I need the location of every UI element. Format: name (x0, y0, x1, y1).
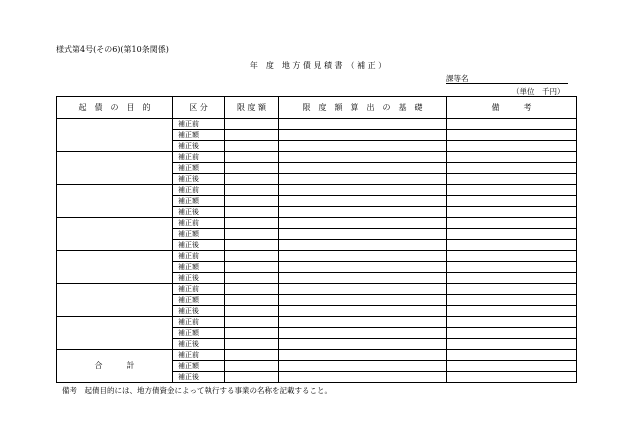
calculation-basis-cell[interactable] (279, 229, 447, 240)
limit-amount-cell[interactable] (225, 174, 279, 185)
limit-amount-cell[interactable] (225, 295, 279, 306)
limit-amount-cell[interactable] (225, 207, 279, 218)
category-cell: 補正前 (173, 350, 225, 361)
limit-amount-cell[interactable] (225, 119, 279, 130)
table-row (57, 152, 577, 163)
limit-amount-cell[interactable] (225, 339, 279, 350)
category-cell: 補正前 (173, 152, 225, 163)
calculation-basis-cell[interactable] (279, 317, 447, 328)
calculation-basis-cell[interactable] (279, 207, 447, 218)
table-row (57, 251, 577, 262)
table-row (57, 218, 577, 229)
remarks-cell[interactable] (447, 152, 577, 163)
category-cell: 補正前 (173, 218, 225, 229)
category-cell: 補正額 (173, 163, 225, 174)
remarks-cell[interactable] (447, 240, 577, 251)
calculation-basis-cell[interactable] (279, 152, 447, 163)
category-cell: 補正前 (173, 185, 225, 196)
calculation-basis-cell[interactable] (279, 218, 447, 229)
calculation-basis-cell[interactable] (279, 295, 447, 306)
purpose-cell[interactable] (57, 317, 173, 350)
calculation-basis-cell[interactable] (279, 185, 447, 196)
category-cell: 補正前 (173, 119, 225, 130)
footnote: 備考 起債目的には、地方債資金によって執行する事業の名称を記載すること。 (62, 386, 332, 395)
purpose-cell[interactable] (57, 218, 173, 251)
category-cell: 補正後 (173, 339, 225, 350)
remarks-cell[interactable] (447, 306, 577, 317)
remarks-cell[interactable] (447, 196, 577, 207)
purpose-cell[interactable] (57, 284, 173, 317)
calculation-basis-cell[interactable] (279, 372, 447, 383)
calculation-basis-cell[interactable] (279, 328, 447, 339)
table-row (57, 317, 577, 328)
limit-amount-cell[interactable] (225, 306, 279, 317)
remarks-cell[interactable] (447, 273, 577, 284)
limit-amount-cell[interactable] (225, 350, 279, 361)
calculation-basis-cell[interactable] (279, 284, 447, 295)
calculation-basis-cell[interactable] (279, 163, 447, 174)
limit-amount-cell[interactable] (225, 130, 279, 141)
calculation-basis-cell[interactable] (279, 350, 447, 361)
limit-amount-cell[interactable] (225, 152, 279, 163)
remarks-cell[interactable] (447, 284, 577, 295)
category-cell: 補正後 (173, 240, 225, 251)
remarks-cell[interactable] (447, 350, 577, 361)
category-cell: 補正後 (173, 174, 225, 185)
category-cell: 補正額 (173, 328, 225, 339)
calculation-basis-cell[interactable] (279, 361, 447, 372)
limit-amount-cell[interactable] (225, 185, 279, 196)
category-cell: 補正額 (173, 295, 225, 306)
limit-amount-cell[interactable] (225, 251, 279, 262)
table-row (57, 119, 577, 130)
category-cell: 補正額 (173, 130, 225, 141)
remarks-cell[interactable] (447, 372, 577, 383)
remarks-cell[interactable] (447, 229, 577, 240)
header-row (57, 97, 577, 119)
limit-amount-cell[interactable] (225, 273, 279, 284)
table-row (57, 284, 577, 295)
remarks-cell[interactable] (447, 141, 577, 152)
unit-label: （単位 千円） (512, 87, 565, 96)
category-cell: 補正額 (173, 262, 225, 273)
limit-amount-cell[interactable] (225, 262, 279, 273)
remarks-cell[interactable] (447, 207, 577, 218)
category-cell: 補正額 (173, 196, 225, 207)
limit-amount-cell[interactable] (225, 372, 279, 383)
purpose-cell[interactable] (57, 251, 173, 284)
remarks-cell[interactable] (447, 185, 577, 196)
category-header: 区 分 (173, 97, 225, 119)
purpose-cell[interactable] (57, 185, 173, 218)
limit-amount-cell[interactable] (225, 361, 279, 372)
limit-amount-header: 限 度 額 (225, 97, 279, 119)
document-title: 年 度 地 方 債 見 積 書 （ 補 正 ） (249, 61, 387, 70)
limit-amount-cell[interactable] (225, 240, 279, 251)
category-cell: 補正額 (173, 229, 225, 240)
remarks-cell[interactable] (447, 218, 577, 229)
table-row (57, 185, 577, 196)
limit-amount-cell[interactable] (225, 196, 279, 207)
purpose-cell[interactable] (57, 119, 173, 152)
calculation-basis-cell[interactable] (279, 240, 447, 251)
calculation-basis-cell[interactable] (279, 130, 447, 141)
remarks-cell[interactable] (447, 163, 577, 174)
category-cell: 補正後 (173, 372, 225, 383)
calculation-basis-cell[interactable] (279, 262, 447, 273)
purpose-cell[interactable] (57, 152, 173, 185)
limit-amount-cell[interactable] (225, 229, 279, 240)
limit-amount-cell[interactable] (225, 218, 279, 229)
limit-amount-cell[interactable] (225, 163, 279, 174)
calculation-basis-cell[interactable] (279, 273, 447, 284)
table-row (57, 350, 577, 361)
department-name-field[interactable] (446, 83, 568, 84)
estimate-table (56, 96, 577, 383)
category-cell: 補正前 (173, 251, 225, 262)
calculation-basis-cell[interactable] (279, 306, 447, 317)
remarks-cell[interactable] (447, 317, 577, 328)
calculation-basis-header: 限 度 額 算 出 の 基 礎 (279, 97, 447, 119)
category-cell: 補正前 (173, 317, 225, 328)
remarks-cell[interactable] (447, 328, 577, 339)
form-number-label: 様式第4号(その6)(第10条関係) (56, 45, 169, 54)
remarks-cell[interactable] (447, 361, 577, 372)
total-label-cell: 合 計 (57, 350, 173, 383)
limit-amount-cell[interactable] (225, 284, 279, 295)
category-cell: 補正額 (173, 361, 225, 372)
remarks-cell[interactable] (447, 262, 577, 273)
calculation-basis-cell[interactable] (279, 339, 447, 350)
calculation-basis-cell[interactable] (279, 196, 447, 207)
category-cell: 補正後 (173, 306, 225, 317)
calculation-basis-cell[interactable] (279, 174, 447, 185)
limit-amount-cell[interactable] (225, 141, 279, 152)
calculation-basis-cell[interactable] (279, 251, 447, 262)
remarks-cell[interactable] (447, 339, 577, 350)
purpose-header: 起 債 の 目 的 (57, 97, 173, 119)
category-cell: 補正前 (173, 284, 225, 295)
remarks-cell[interactable] (447, 119, 577, 130)
calculation-basis-cell[interactable] (279, 119, 447, 130)
remarks-cell[interactable] (447, 251, 577, 262)
limit-amount-cell[interactable] (225, 328, 279, 339)
category-cell: 補正後 (173, 207, 225, 218)
limit-amount-cell[interactable] (225, 317, 279, 328)
category-cell: 補正後 (173, 273, 225, 284)
remarks-cell[interactable] (447, 295, 577, 306)
calculation-basis-cell[interactable] (279, 141, 447, 152)
remarks-cell[interactable] (447, 130, 577, 141)
remarks-cell[interactable] (447, 174, 577, 185)
category-cell: 補正後 (173, 141, 225, 152)
remarks-header: 備 考 (447, 97, 577, 119)
department-name-label: 課等名 (446, 74, 469, 83)
